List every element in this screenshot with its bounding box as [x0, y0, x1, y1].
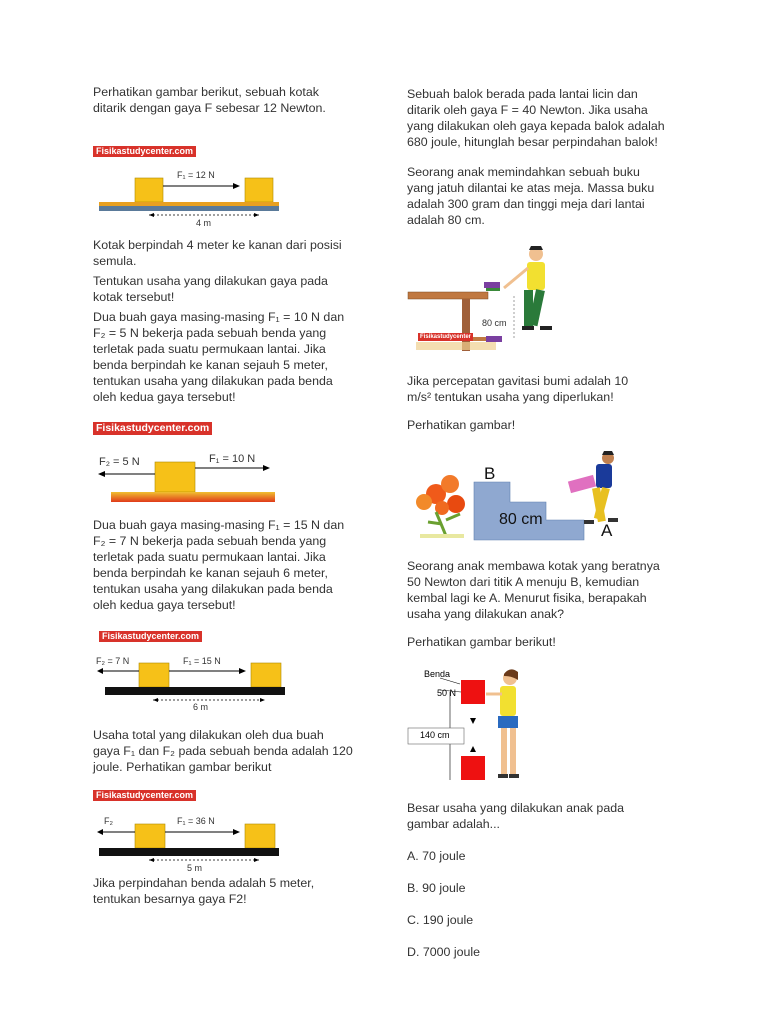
figure-stairs: [406, 450, 621, 542]
left-paragraph-7: Jika perpindahan benda adalah 5 meter, tentukan besarnya gaya F2!: [93, 876, 315, 906]
site-banner: Fisikastudycenter.com: [99, 631, 202, 642]
figure-two-forces-10-5: [93, 422, 283, 504]
left-paragraph-4: Dua buah gaya masing-masing F₁ = 10 N dan F₂ = 5 N bekerja pada sebuah benda yang terletak pada suatu permukaan lantai. Jika benda berpindah ke kanan sejauh 5 meter, tentukan usaha yang dilakukan pada benda oleh kedua gaya tersebut!: [93, 310, 345, 404]
site-banner: Fisikastudycenter.com: [93, 146, 196, 157]
option-b: B. 90 joule: [407, 881, 466, 895]
site-banner: Fisikastudycenter: [420, 334, 472, 340]
distance-label: 4 m: [196, 218, 212, 228]
left-paragraph-3: Tentukan usaha yang dilakukan gaya pada kotak tersebut!: [93, 274, 328, 304]
distance-label: 5 m: [187, 863, 203, 873]
height-label: 80 cm: [499, 511, 543, 528]
height-label: 80 cm: [482, 318, 507, 328]
answer-options: [407, 832, 480, 976]
force-label: F₁ = 12 N: [177, 170, 215, 180]
force-f1-label: F₁ = 10 N: [209, 453, 256, 465]
right-paragraph-5: Seorang anak membawa kotak yang beratnya 50 Newton dari titik A menuju B, kemudian kembal lagi ke A. Menurut fisika, berapakah usaha yang dilakukan anak?: [407, 559, 660, 621]
left-paragraph-5: Dua buah gaya masing-masing F₁ = 15 N dan F₂ = 7 N bekerja pada sebuah benda yang terletak pada suatu permukaan lantai. Jika benda berpindah ke kanan sejauh 6 meter, tentukan usaha yang dilakukan pada benda oleh kedua gaya tersebut!: [93, 518, 345, 612]
option-a: A. 70 joule: [407, 849, 466, 863]
weight-label: 50 N: [437, 688, 457, 698]
benda-label: Benda: [424, 669, 451, 679]
force-f1-label: F₁ = 36 N: [177, 816, 215, 826]
point-a-label: A: [601, 521, 613, 540]
site-banner: Fisikastudycenter.com: [93, 790, 196, 801]
left-paragraph-2: Kotak berpindah 4 meter ke kanan dari posisi semula.: [93, 238, 342, 268]
force-f2-label: F₂: [104, 816, 113, 826]
force-f1-label: F₁ = 15 N: [183, 656, 221, 666]
option-c: C. 190 joule: [407, 913, 474, 927]
figure-lift-box: [406, 664, 531, 784]
site-banner: Fisikastudycenter.com: [93, 422, 212, 435]
figure-single-force: [93, 146, 283, 228]
force-f2-label: F₂ = 5 N: [99, 456, 140, 468]
left-paragraph-6: Usaha total yang dilakukan oleh dua buah gaya F₁ dan F₂ pada sebuah benda adalah 120 joule. Perhatikan gambar berikut: [93, 728, 353, 774]
right-paragraph-7: Besar usaha yang dilakukan anak pada gambar adalah...: [407, 801, 624, 831]
right-paragraph-2: Seorang anak memindahkan sebuah buku yang jatuh dilantai ke atas meja. Massa buku adalah 300 gram dan tinggi meja dari lantai adalah 80 cm.: [407, 165, 655, 227]
distance-label: 6 m: [193, 702, 209, 712]
point-b-label: B: [484, 464, 496, 483]
right-paragraph-6: Perhatikan gambar berikut!: [407, 635, 556, 649]
figure-two-forces-36: [93, 790, 288, 874]
right-paragraph-1: Sebuah balok berada pada lantai licin dan ditarik oleh gaya F = 40 Newton. Jika usaha yang dilakukan oleh gaya kepada balok adalah 680 joule, hitunglah besar perpindahan balok!: [407, 87, 665, 149]
right-paragraph-3: Jika percepatan gavitasi bumi adalah 10 m/s² tentukan usaha yang diperlukan!: [407, 374, 629, 404]
option-d: D. 7000 joule: [407, 945, 481, 959]
force-f2-label: F₂ = 7 N: [96, 656, 130, 666]
figure-book-table: [406, 244, 556, 354]
height-label: 140 cm: [420, 730, 450, 740]
figure-two-forces-15-7: [93, 631, 288, 715]
left-paragraph-1: Perhatikan gambar berikut, sebuah kotak ditarik dengan gaya F sebesar 12 Newton.: [93, 85, 326, 115]
right-paragraph-4: Perhatikan gambar!: [407, 418, 516, 432]
